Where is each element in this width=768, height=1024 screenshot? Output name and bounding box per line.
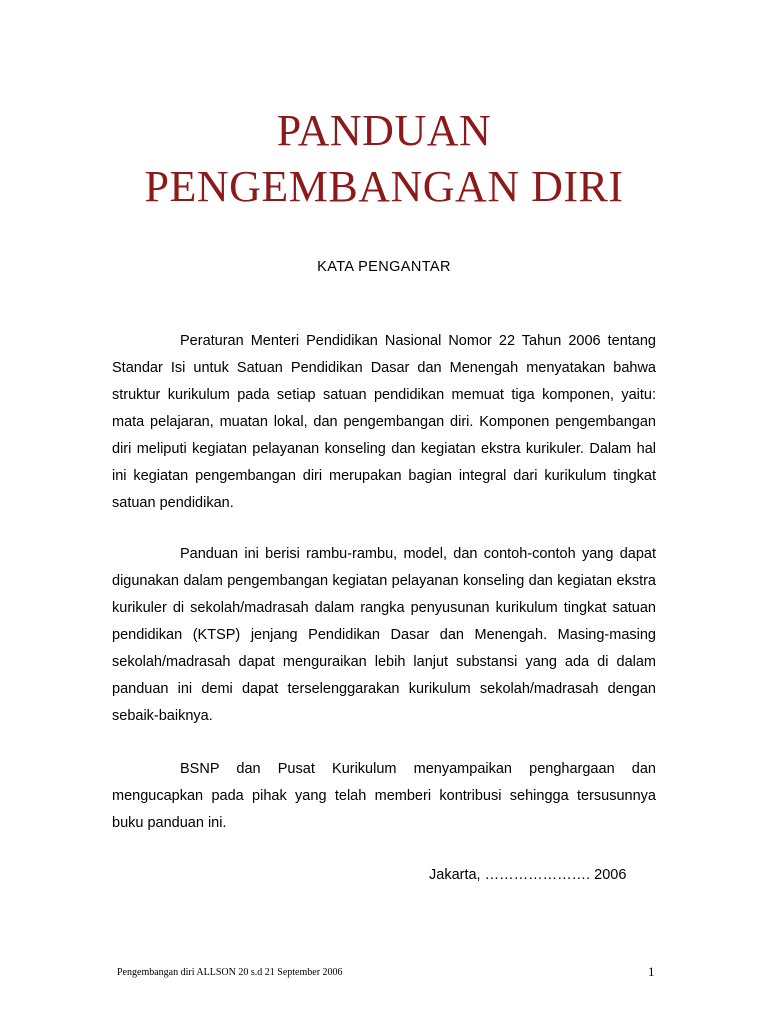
place-date-signoff: Jakarta, …………………. 2006 (429, 867, 627, 883)
section-heading: KATA PENGANTAR (317, 259, 451, 275)
page-number: 1 (648, 964, 655, 979)
paragraph-2: Panduan ini berisi rambu-rambu, model, dan contoh-contoh yang dapat digunakan dalam pengembangan kegiatan pelayanan konseling dan kegiatan ekstra kurikuler di sekolah/madrasah dalam rangka penyusunan kurikulum tingkat satuan pendidikan (KTSP) jenjang Pendidikan Dasar dan Menengah. Masing-masing sekolah/madrasah dapat menguraikan lebih lanjut substansi yang ada di dalam panduan ini demi dapat terselenggarakan kurikulum sekolah/madrasah dengan sebaik-baiknya. (112, 546, 656, 724)
footer-text: Pengembangan diri ALLSON 20 s.d 21 September 2006 (117, 967, 343, 978)
document-title-line-2: PENGEMBANGAN DIRI (144, 162, 624, 211)
document-title-line-1: PANDUAN (276, 106, 492, 155)
paragraph-3: BSNP dan Pusat Kurikulum menyampaikan penghargaan dan mengucapkan pada pihak yang telah memberi kontribusi sehingga tersusunnya buku panduan ini. (112, 761, 656, 831)
paragraph-1: Peraturan Menteri Pendidikan Nasional Nomor 22 Tahun 2006 tentang Standar Isi untuk Satuan Pendidikan Dasar dan Menengah menyatakan bahwa struktur kurikulum pada setiap satuan pendidikan memuat tiga komponen, yaitu: mata pelajaran, muatan lokal, dan pengembangan diri. Komponen pengembangan diri meliputi kegiatan pelayanan konseling dan kegiatan ekstra kurikuler. Dalam hal ini kegiatan pengembangan diri merupakan bagian integral dari kurikulum tingkat satuan pendidikan. (112, 333, 656, 511)
